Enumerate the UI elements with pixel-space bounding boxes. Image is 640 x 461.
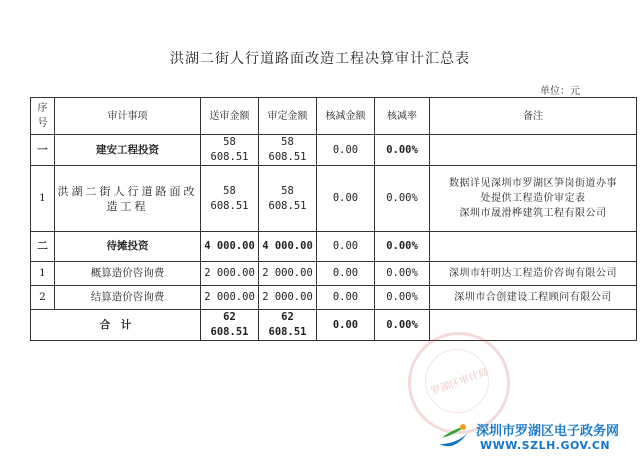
row-rate: 0.00% — [375, 262, 430, 286]
unit-label: 单位：元 — [540, 86, 580, 97]
total-submitted: 62 608.51 — [201, 310, 259, 341]
row-note — [430, 232, 637, 262]
row-item: 结算造价咨询费 — [55, 286, 201, 310]
row-no: 二 — [31, 232, 55, 262]
row-reduction: 0.00 — [317, 135, 375, 166]
row-no: 1 — [31, 262, 55, 286]
row-submitted: 58 608.51 — [201, 166, 259, 232]
header-submitted: 送审金额 — [201, 98, 259, 135]
row-no: 2 — [31, 286, 55, 310]
watermark-title: 深圳市罗湖区电子政务网 — [476, 424, 620, 439]
audit-summary-table — [30, 97, 637, 341]
row-note: 深圳市轩明达工程造价咨询有限公司 — [430, 262, 637, 286]
row-approved: 2 000.00 — [259, 286, 317, 310]
row-approved: 4 000.00 — [259, 232, 317, 262]
note-line: 数据详见深圳市罗湖区笋岗街道办事 — [449, 178, 617, 189]
row-note — [430, 135, 637, 166]
row-approved: 58 608.51 — [259, 166, 317, 232]
row-submitted: 58 608.51 — [201, 135, 259, 166]
table-row — [31, 135, 637, 166]
header-no: 序号 — [31, 98, 55, 135]
row-no: 一 — [31, 135, 55, 166]
total-row — [31, 310, 637, 341]
total-approved: 62 608.51 — [259, 310, 317, 341]
total-reduction: 0.00 — [317, 310, 375, 341]
row-submitted: 2 000.00 — [201, 286, 259, 310]
row-item: 概算造价咨询费 — [55, 262, 201, 286]
table-header-row — [31, 98, 637, 135]
header-rate: 核减率 — [375, 98, 430, 135]
note-line: 处提供工程造价审定表 — [480, 193, 586, 204]
table-row — [31, 262, 637, 286]
row-note: 深圳市合创建设工程顾问有限公司 — [430, 286, 637, 310]
header-reduction: 核减金额 — [317, 98, 375, 135]
header-note: 备注 — [430, 98, 637, 135]
table-row — [31, 166, 637, 232]
row-approved: 58 608.51 — [259, 135, 317, 166]
row-submitted: 2 000.00 — [201, 262, 259, 286]
row-note — [430, 166, 637, 232]
site-watermark — [436, 414, 636, 458]
row-reduction: 0.00 — [317, 262, 375, 286]
row-rate: 0.00% — [375, 286, 430, 310]
header-approved: 审定金额 — [259, 98, 317, 135]
row-rate: 0.00% — [375, 232, 430, 262]
row-item: 待摊投资 — [55, 232, 201, 262]
watermark-url: WWW.SZLH.GOV.CN — [480, 439, 611, 452]
row-no: 1 — [31, 166, 55, 232]
note-line: 深圳市晟滑桦建筑工程有限公司 — [459, 208, 607, 219]
table-row — [31, 232, 637, 262]
document-title: 洪湖二街人行道路面改造工程决算审计汇总表 — [170, 51, 470, 67]
swoosh-logo-icon — [436, 418, 472, 454]
stamp-text: 罗湖区审计局 — [429, 366, 490, 398]
row-rate: 0.00% — [375, 135, 430, 166]
header-item: 审计事项 — [55, 98, 201, 135]
total-rate: 0.00% — [375, 310, 430, 341]
row-item: 洪湖二街人行道路面改造工程 — [55, 166, 201, 232]
row-submitted: 4 000.00 — [201, 232, 259, 262]
row-approved: 2 000.00 — [259, 262, 317, 286]
table-row — [31, 286, 637, 310]
row-rate: 0.00% — [375, 166, 430, 232]
total-label: 合 计 — [31, 310, 201, 341]
row-item: 建安工程投资 — [55, 135, 201, 166]
row-reduction: 0.00 — [317, 166, 375, 232]
row-reduction: 0.00 — [317, 232, 375, 262]
row-reduction: 0.00 — [317, 286, 375, 310]
